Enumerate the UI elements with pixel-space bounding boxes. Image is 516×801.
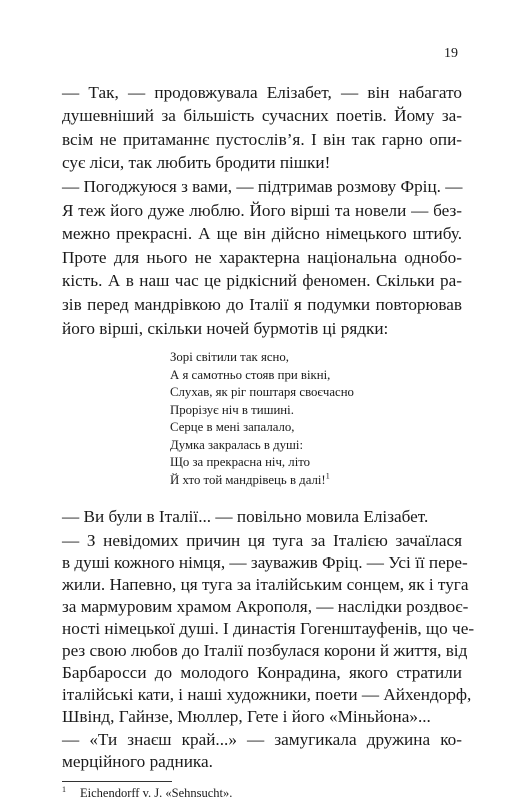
text-line: мерційного радника. xyxy=(62,751,213,771)
footnote-reference: 1 xyxy=(325,471,330,481)
page-number: 19 xyxy=(444,46,458,61)
text-line: межно прекрасні. А ще він дійсно німецького штибу. xyxy=(62,224,462,243)
text-line: — «Ти знаєш край...» — замугикала дружина ко- xyxy=(62,729,462,749)
text-line: в душі кожного німця, — зауважив Фріц. — Усі її пере- xyxy=(62,552,468,572)
text-line: жили. Напевно, ця туга за італійським сонцем, як і туга xyxy=(62,574,469,594)
text-line: італійські кати, і наші художники, поети — Айхендорф, xyxy=(62,685,472,705)
text-line: — Погоджуюся з вами, — підтримав розмову Фріц. — xyxy=(62,177,463,196)
text-line: — Ви були в Італії... — повільно мовила Елізабет. xyxy=(62,507,429,526)
poem-line: А я самотньо стояв при вікні, xyxy=(170,368,331,382)
poem-line: Слухав, як ріг поштаря своєчасно xyxy=(170,385,354,399)
poem-line: Зорі світили так ясно, xyxy=(170,350,289,364)
footnote-divider xyxy=(62,781,172,782)
text-line: — З невідомих причин ця туга за Італією зачаїлася xyxy=(62,530,462,550)
poem-line-text: Й хто той мандрівець в далі! xyxy=(170,473,326,487)
text-line: — Так, — продовжувала Елізабет, — він набагато xyxy=(62,83,462,102)
text-line: душевніший за більшість сучасних поетів. Йому за- xyxy=(62,106,462,125)
footnote-text: Eichendorff v. J. «Sehnsucht». xyxy=(80,785,233,800)
text-line: всім не притаманнє пустослів’я. І він так гарно опи- xyxy=(62,130,462,149)
poem-line xyxy=(170,472,330,490)
text-line: його вірші, скільки ночей бурмотів ці рядки: xyxy=(62,319,389,338)
text-line: за мармуровим храмом Акрополя, — наслідки роздвоє- xyxy=(62,596,469,616)
poem-line: Думка закралась в душі: xyxy=(170,438,303,452)
text-line: рез свою любов до Італії позбулася корони й життя, від xyxy=(62,641,468,661)
text-line: Я теж його дуже люблю. Його вірші та новели — без- xyxy=(62,201,462,220)
text-line: сує ліси, так любить бродити пішки! xyxy=(62,153,331,172)
poem-line: Серце в мені запалало, xyxy=(170,420,295,434)
text-line: ності німецької душі. І династія Гогенштауфенів, що че- xyxy=(62,619,475,638)
footnote xyxy=(62,786,232,801)
poem-line: Що за прекрасна ніч, літо xyxy=(170,455,311,469)
poem-line: Прорізує ніч в тишині. xyxy=(170,403,294,417)
text-line: Барбаросси до молодого Конрадина, якого стратили xyxy=(62,663,462,683)
footnote-number: 1 xyxy=(62,784,66,794)
text-line: Проте для нього не характерна національна однобо- xyxy=(62,248,462,267)
text-line: зів перед мандрівкою до Італії я подумки повторював xyxy=(62,295,462,314)
text-line: Швінд, Гайнзе, Мюллер, Гете і його «Міньйона»... xyxy=(62,707,431,727)
text-line: кість. А в наш час це рідкісний феномен. Скільки ра- xyxy=(62,271,462,290)
